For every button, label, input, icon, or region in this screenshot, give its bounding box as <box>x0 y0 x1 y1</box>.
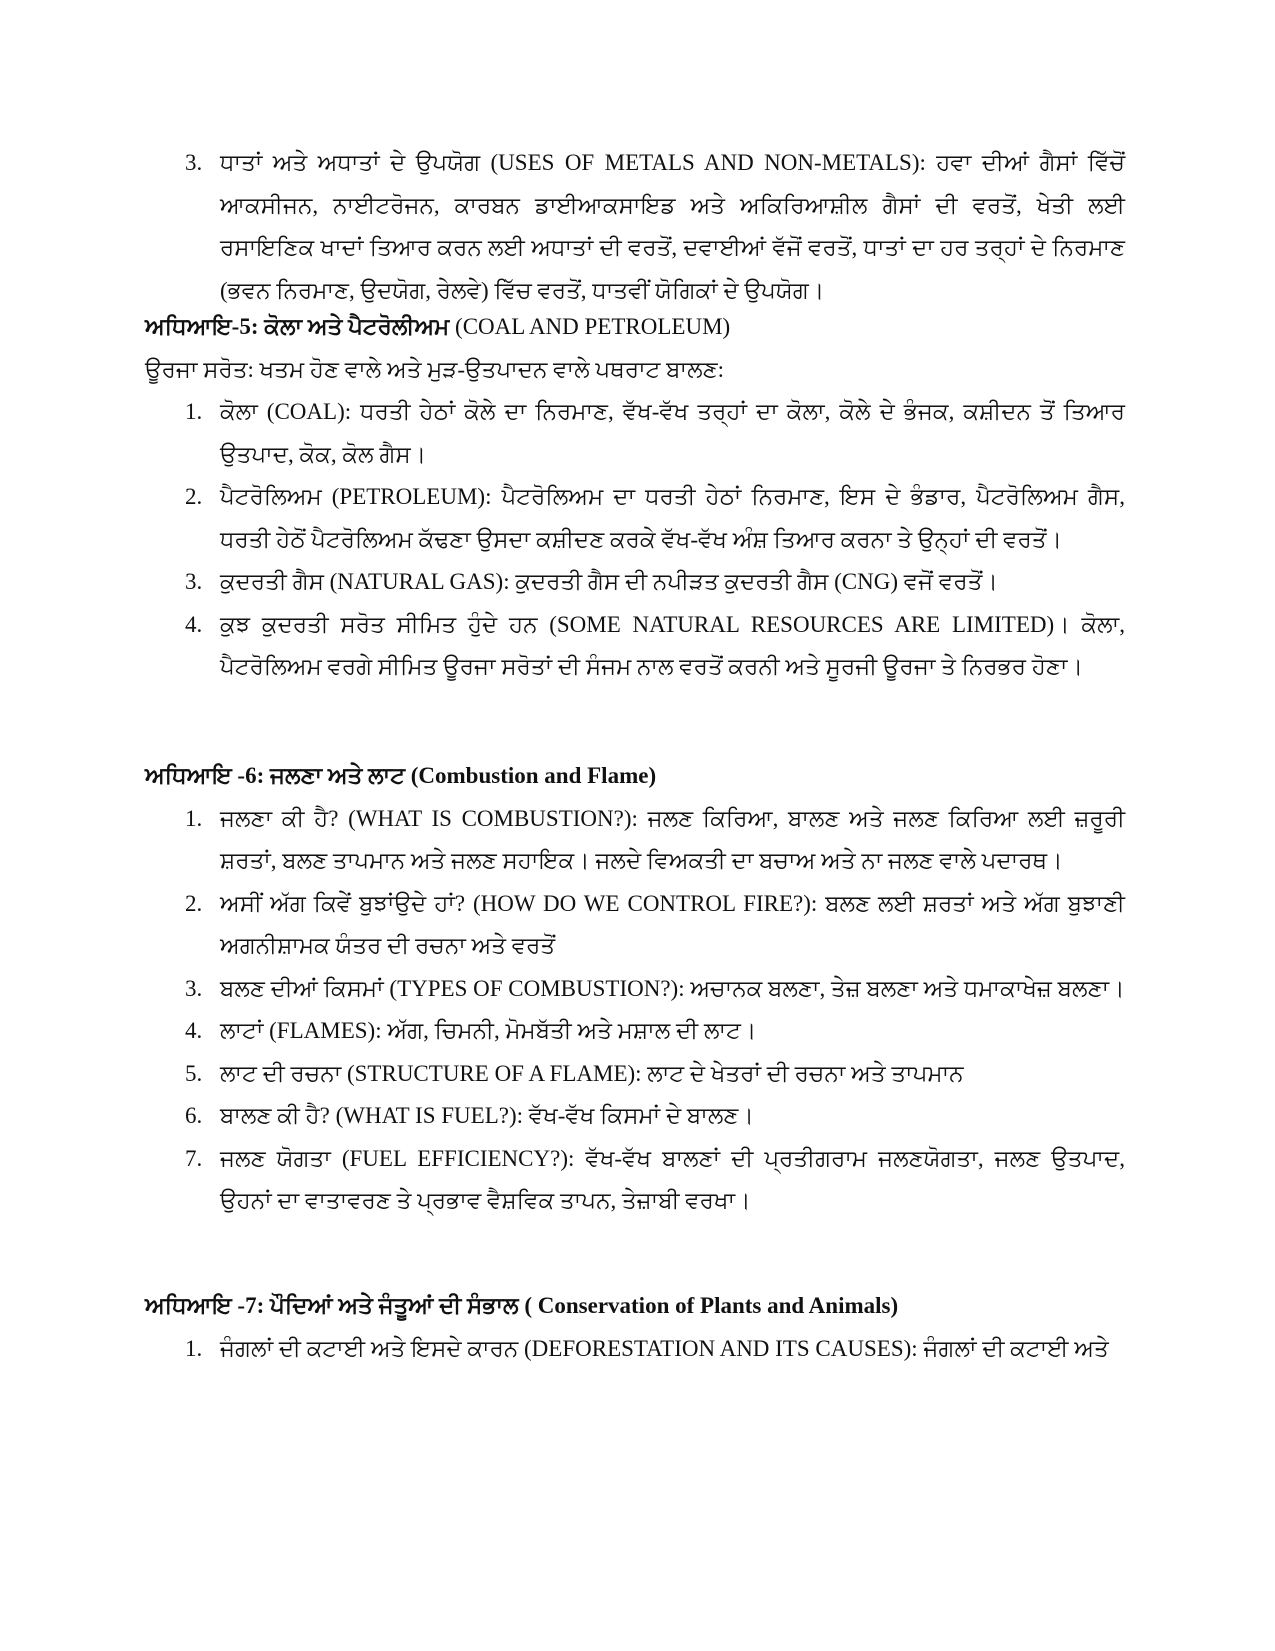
list-item <box>145 1328 1125 1371</box>
item-text: ਜੰਗਲਾਂ ਦੀ ਕਟਾਈ ਅਤੇ ਇਸਦੇ ਕਾਰਨ (DEFORESTATION AND ITS CAUSES): ਜੰਗਲਾਂ ਦੀ ਕਟਾਈ ਅਤੇ <box>220 1335 1109 1361</box>
item-text: ਕੁਦਰਤੀ ਗੈਸ (NATURAL GAS): ਕੁਦਰਤੀ ਗੈਸ ਦੀ ਨਪੀੜਤ ਕੁਦਰਤੀ ਗੈਸ (CNG) ਵਜੋਂ ਵਰਤੋਂ। <box>220 569 998 594</box>
item-number: 3. <box>185 150 203 175</box>
chapter-4-continuation <box>145 142 1125 312</box>
item-number: 1. <box>185 399 203 424</box>
chapter-7-title-english: ( Conservation of Plants and Animals) <box>524 1293 899 1318</box>
item-number: 1. <box>185 805 203 831</box>
chapter-7-title-punjabi: ਅਧਿਆਇ -7: ਪੌਦਿਆਂ ਅਤੇ ਜੰਤੂਆਂ ਦੀ ਸੰਭਾਲ <box>145 1293 519 1318</box>
list-item <box>145 142 1125 312</box>
chapter-6 <box>145 755 1125 1223</box>
item-number: 6. <box>185 1103 203 1128</box>
item-number: 4. <box>185 611 203 637</box>
list-item <box>145 476 1125 561</box>
item-number: 7. <box>185 1145 203 1171</box>
list-item <box>145 798 1125 883</box>
item-text: ਬਲਣ ਦੀਆਂ ਕਿਸਮਾਂ (TYPES OF COMBUSTION?): ਅਚਾਨਕ ਬਲਣਾ, ਤੇਜ਼ ਬਲਣਾ ਅਤੇ ਧਮਾਕਾਖੇਜ਼ ਬਲਣਾ। <box>220 975 1125 1001</box>
list-item <box>145 1095 1125 1138</box>
item-number: 3. <box>185 975 203 1001</box>
list-item <box>145 883 1125 968</box>
item-text: ਕੁਝ ਕੁਦਰਤੀ ਸਰੋਤ ਸੀਮਿਤ ਹੁੰਦੇ ਹਨ (SOME NATURAL RESOURCES ARE LIMITED)। ਕੋਲਾ, ਪੈਟਰੋਲਿਅਮ ਵਰਗੇ ਸੀਮਿਤ ਊਰਜਾ ਸਰੋਤਾਂ ਦੀ ਸੰਜਮ ਨਾਲ ਵਰਤੋਂ ਕਰਨੀ ਅਤੇ ਸੂਰਜੀ ਊਰਜਾ ਤੇ ਨਿਰਭਰ ਹੋਣਾ। <box>220 611 1125 679</box>
list-item <box>145 604 1125 689</box>
item-number: 1. <box>185 1335 203 1361</box>
item-text: ਲਾਟ ਦੀ ਰਚਨਾ (STRUCTURE OF A FLAME): ਲਾਟ ਦੇ ਖੇਤਰਾਂ ਦੀ ਰਚਨਾ ਅਤੇ ਤਾਪਮਾਨ <box>220 1060 964 1086</box>
item-text: ਲਾਟਾਂ (FLAMES): ਅੱਗ, ਚਿਮਨੀ, ਮੋਮਬੱਤੀ ਅਤੇ ਮਸ਼ਾਲ ਦੀ ਲਾਟ। <box>220 1018 757 1043</box>
chapter-6-title-english: (Combustion and Flame) <box>410 763 657 788</box>
list-item <box>145 1010 1125 1053</box>
item-number: 3. <box>185 569 203 594</box>
list-item <box>145 391 1125 476</box>
chapter-5 <box>145 306 1125 689</box>
list-item <box>145 1053 1125 1096</box>
list-item <box>145 1138 1125 1223</box>
item-number: 5. <box>185 1060 203 1086</box>
chapter-5-title-punjabi: ਅਧਿਆਇ-5: ਕੋਲਾ ਅਤੇ ਪੈਟਰੋਲੀਅਮ <box>145 314 450 339</box>
chapter-7-heading <box>145 1285 1125 1328</box>
chapter-7 <box>145 1285 1125 1370</box>
list-item <box>145 561 1125 604</box>
item-text: ਜਲਣ ਯੋਗਤਾ (FUEL EFFICIENCY?): ਵੱਖ-ਵੱਖ ਬਾਲਣਾਂ ਦੀ ਪ੍ਰਤੀਗਰਾਮ ਜਲਣਯੋਗਤਾ, ਜਲਣ ਉਤਪਾਦ, ਉਹਨਾਂ ਦਾ ਵਾਤਾਵਰਣ ਤੇ ਪ੍ਰਭਾਵ ਵੈਸ਼ਵਿਕ ਤਾਪਨ, ਤੇਜ਼ਾਬੀ ਵਰਖਾ। <box>220 1145 1125 1213</box>
item-text: ਬਾਲਣ ਕੀ ਹੈ? (WHAT IS FUEL?): ਵੱਖ-ਵੱਖ ਕਿਸਮਾਂ ਦੇ ਬਾਲਣ। <box>220 1103 754 1128</box>
item-text: ਕੋਲਾ (COAL): ਧਰਤੀ ਹੇਠਾਂ ਕੋਲੇ ਦਾ ਨਿਰਮਾਣ, ਵੱਖ-ਵੱਖ ਤਰ੍ਹਾਂ ਦਾ ਕੋਲਾ, ਕੋਲੇ ਦੇ ਭੰਜਕ, ਕਸ਼ੀਦਨ ਤੋਂ ਤਿਆਰ ਉਤਪਾਦ, ਕੋਕ, ਕੋਲ ਗੈਸ। <box>220 399 1125 467</box>
item-number: 2. <box>185 890 203 916</box>
item-text: ਧਾਤਾਂ ਅਤੇ ਅਧਾਤਾਂ ਦੇ ਉਪਯੋਗ (USES OF METALS AND NON-METALS): ਹਵਾ ਦੀਆਂ ਗੈਸਾਂ ਵਿੱਚੋਂ ਆਕਸੀਜਨ, ਨਾਈਟਰੋਜਨ, ਕਾਰਬਨ ਡਾਈਆਕਸਾਇਡ ਅਤੇ ਅਕਿਰਿਆਸ਼ੀਲ ਗੈਸਾਂ ਦੀ ਵਰਤੋਂ, ਖੇਤੀ ਲਈ ਰਸਾਇਣਿਕ ਖਾਦਾਂ ਤਿਆਰ ਕਰਨ ਲਈ ਅਧਾਤਾਂ ਦੀ ਵਰਤੋਂ, ਦਵਾਈਆਂ ਵੱਜੋਂ ਵਰਤੋਂ, ਧਾਤਾਂ ਦਾ ਹਰ ਤਰ੍ਹਾਂ ਦੇ ਨਿਰਮਾਣ (ਭਵਨ ਨਿਰਮਾਣ, ਉਦਯੋਗ, ਰੇਲਵੇ) ਵਿੱਚ ਵਰਤੋਂ, ਧਾਤਵੀਂ ਯੋਗਿਕਾਂ ਦੇ ਉਪਯੋਗ। <box>220 150 1125 303</box>
item-text: ਅਸੀਂ ਅੱਗ ਕਿਵੇਂ ਬੁਝਾਂਉਦੇ ਹਾਂ? (HOW DO WE CONTROL FIRE?): ਬਲਣ ਲਈ ਸ਼ਰਤਾਂ ਅਤੇ ਅੱਗ ਬੁਝਾਣੀ ਅਗਨੀਸ਼ਾਮਕ ਯੰਤਰ ਦੀ ਰਚਨਾ ਅਤੇ ਵਰਤੋਂ <box>220 890 1125 958</box>
item-text: ਪੈਟਰੋਲਿਅਮ (PETROLEUM): ਪੈਟਰੋਲਿਅਮ ਦਾ ਧਰਤੀ ਹੇਠਾਂ ਨਿਰਮਾਣ, ਇਸ ਦੇ ਭੰਡਾਰ, ਪੈਟਰੋਲਿਅਮ ਗੈਸ, ਧਰਤੀ ਹੇਠੋਂ ਪੈਟਰੋਲਿਅਮ ਕੱਢਣਾ ਉਸਦਾ ਕਸ਼ੀਦਣ ਕਰਕੇ ਵੱਖ-ਵੱਖ ਅੰਸ਼ ਤਿਆਰ ਕਰਨਾ ਤੇ ਉਨ੍ਹਾਂ ਦੀ ਵਰਤੋਂ। <box>220 484 1125 552</box>
item-number: 4. <box>185 1018 203 1043</box>
item-number: 2. <box>185 484 203 509</box>
chapter-5-title-english: (COAL AND PETROLEUM) <box>455 314 731 339</box>
list-item <box>145 968 1125 1011</box>
chapter-6-title-punjabi: ਅਧਿਆਇ -6: ਜਲਣਾ ਅਤੇ ਲਾਟ <box>145 763 405 788</box>
chapter-5-heading <box>145 306 1125 349</box>
chapter-5-intro: ਊਰਜਾ ਸਰੋਤ: ਖਤਮ ਹੋਣ ਵਾਲੇ ਅਤੇ ਮੁੜ-ਉਤਪਾਦਨ ਵਾਲੇ ਪਥਰਾਟ ਬਾਲਣ: <box>145 356 725 382</box>
chapter-6-heading <box>145 755 1125 798</box>
item-text: ਜਲਣਾ ਕੀ ਹੈ? (WHAT IS COMBUSTION?): ਜਲਣ ਕਿਰਿਆ, ਬਾਲਣ ਅਤੇ ਜਲਣ ਕਿਰਿਆ ਲਈ ਜ਼ਰੂਰੀ ਸ਼ਰਤਾਂ, ਬਲਣ ਤਾਪਮਾਨ ਅਤੇ ਜਲਣ ਸਹਾਇਕ। ਜਲਦੇ ਵਿਅਕਤੀ ਦਾ ਬਚਾਅ ਅਤੇ ਨਾ ਜਲਣ ਵਾਲੇ ਪਦਾਰਥ। <box>220 805 1125 873</box>
